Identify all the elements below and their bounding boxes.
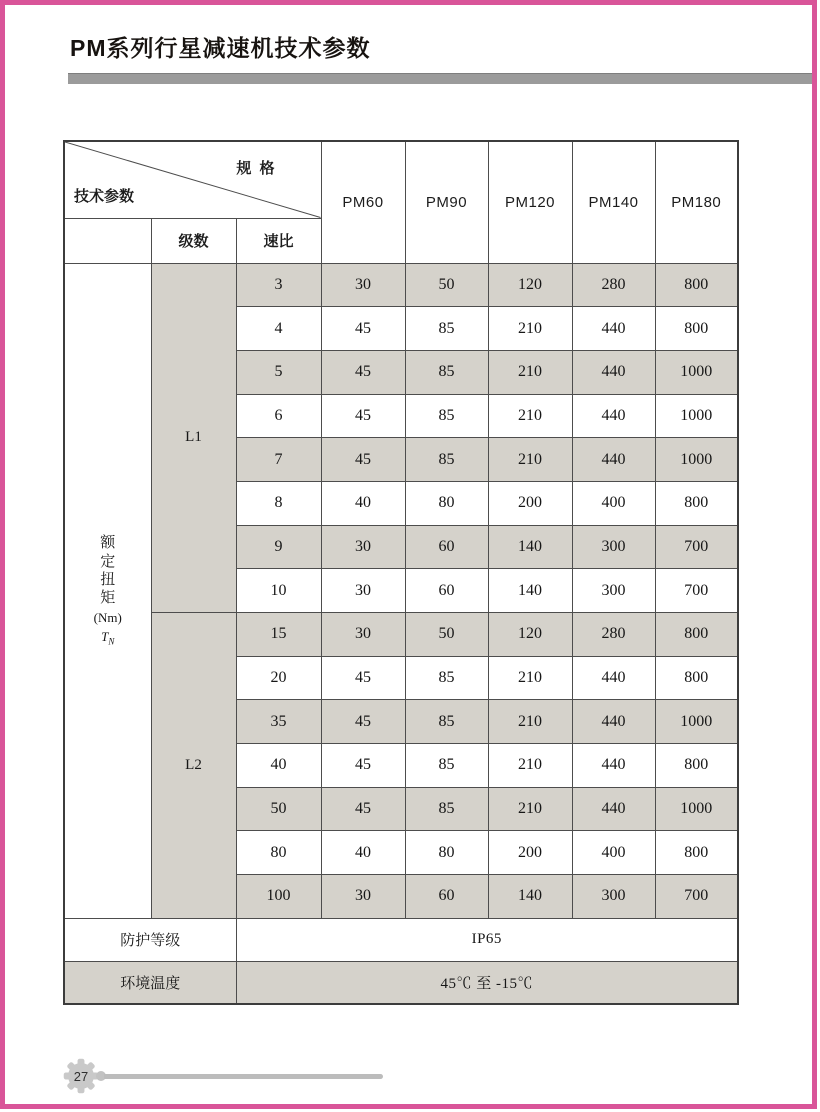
value-cell: 60 — [405, 525, 488, 569]
ratio-cell: 10 — [236, 569, 321, 613]
column-header-pm90: PM90 — [405, 141, 488, 263]
empty-header-cell — [64, 218, 151, 263]
value-cell: 120 — [488, 613, 572, 657]
value-cell: 85 — [405, 744, 488, 788]
value-cell: 210 — [488, 787, 572, 831]
column-header-pm60: PM60 — [321, 141, 405, 263]
value-cell: 30 — [321, 263, 405, 307]
value-cell: 800 — [655, 613, 738, 657]
value-cell: 85 — [405, 656, 488, 700]
ratio-cell: 7 — [236, 438, 321, 482]
value-cell: 120 — [488, 263, 572, 307]
ratio-cell: 4 — [236, 307, 321, 351]
value-cell: 800 — [655, 481, 738, 525]
diagonal-header-cell — [64, 141, 321, 218]
value-cell: 40 — [321, 481, 405, 525]
value-cell: 45 — [321, 394, 405, 438]
value-cell: 210 — [488, 744, 572, 788]
value-cell: 45 — [321, 438, 405, 482]
value-cell: 1000 — [655, 787, 738, 831]
value-cell: 210 — [488, 307, 572, 351]
ratio-cell: 40 — [236, 744, 321, 788]
value-cell: 210 — [488, 394, 572, 438]
value-cell: 140 — [488, 569, 572, 613]
page-title: PM系列行星减速机技术参数 — [70, 35, 371, 61]
ratio-cell: 8 — [236, 481, 321, 525]
page-number: 27 — [73, 1068, 89, 1084]
value-cell: 440 — [572, 394, 655, 438]
ratio-cell: 6 — [236, 394, 321, 438]
torque-unit: (Nm) — [93, 610, 122, 626]
value-cell: 45 — [321, 307, 405, 351]
value-cell: 80 — [405, 481, 488, 525]
column-header-pm180: PM180 — [655, 141, 738, 263]
table-row — [64, 613, 738, 657]
ratio-header-cell: 速比 — [236, 218, 321, 263]
value-cell: 80 — [405, 831, 488, 875]
ratio-cell: 35 — [236, 700, 321, 744]
value-cell: 300 — [572, 525, 655, 569]
value-cell: 1000 — [655, 438, 738, 482]
protection-row — [64, 918, 738, 961]
title-underline-bar — [68, 73, 812, 84]
value-cell: 210 — [488, 700, 572, 744]
ratio-cell: 3 — [236, 263, 321, 307]
torque-vertical-text: 额定扭矩 — [100, 535, 116, 607]
temperature-row — [64, 961, 738, 1004]
value-cell: 45 — [321, 787, 405, 831]
value-cell: 440 — [572, 787, 655, 831]
stage-cell-l2: L2 — [151, 613, 236, 919]
spec-table — [63, 140, 739, 1005]
torque-row-header-cell — [64, 263, 151, 918]
value-cell: 85 — [405, 438, 488, 482]
value-cell: 400 — [572, 831, 655, 875]
gear-page-badge — [62, 1057, 100, 1095]
stage-cell-l1: L1 — [151, 263, 236, 613]
value-cell: 200 — [488, 481, 572, 525]
table-body — [64, 141, 738, 1004]
value-cell: 300 — [572, 875, 655, 919]
column-header-pm140: PM140 — [572, 141, 655, 263]
torque-header — [94, 534, 122, 647]
ratio-cell: 9 — [236, 525, 321, 569]
value-cell: 700 — [655, 525, 738, 569]
value-cell: 700 — [655, 875, 738, 919]
value-cell: 30 — [321, 875, 405, 919]
table-row — [64, 263, 738, 307]
value-cell: 300 — [572, 569, 655, 613]
value-cell: 45 — [321, 350, 405, 394]
value-cell: 85 — [405, 307, 488, 351]
value-cell: 50 — [405, 263, 488, 307]
header-row-1 — [64, 141, 738, 218]
value-cell: 800 — [655, 307, 738, 351]
value-cell: 85 — [405, 700, 488, 744]
value-cell: 85 — [405, 394, 488, 438]
value-cell: 210 — [488, 350, 572, 394]
footer-divider-line — [104, 1074, 383, 1079]
temperature-value-cell: 45℃ 至 -15℃ — [236, 961, 738, 1004]
value-cell: 400 — [572, 481, 655, 525]
value-cell: 280 — [572, 263, 655, 307]
value-cell: 440 — [572, 438, 655, 482]
value-cell: 45 — [321, 744, 405, 788]
value-cell: 210 — [488, 656, 572, 700]
value-cell: 60 — [405, 875, 488, 919]
value-cell: 800 — [655, 744, 738, 788]
spec-corner-label: 规 格 — [236, 160, 277, 177]
ratio-cell: 5 — [236, 350, 321, 394]
value-cell: 440 — [572, 307, 655, 351]
value-cell: 440 — [572, 700, 655, 744]
value-cell: 440 — [572, 656, 655, 700]
value-cell: 800 — [655, 656, 738, 700]
ratio-cell: 100 — [236, 875, 321, 919]
value-cell: 30 — [321, 569, 405, 613]
value-cell: 50 — [405, 613, 488, 657]
value-cell: 60 — [405, 569, 488, 613]
value-cell: 1000 — [655, 700, 738, 744]
column-header-pm120: PM120 — [488, 141, 572, 263]
params-corner-label: 技术参数 — [74, 187, 135, 205]
value-cell: 200 — [488, 831, 572, 875]
value-cell: 30 — [321, 525, 405, 569]
value-cell: 210 — [488, 438, 572, 482]
value-cell: 1000 — [655, 394, 738, 438]
torque-symbol: $T_N$ — [101, 629, 115, 648]
value-cell: 800 — [655, 831, 738, 875]
value-cell: 700 — [655, 569, 738, 613]
value-cell: 40 — [321, 831, 405, 875]
value-cell: 85 — [405, 350, 488, 394]
ratio-cell: 15 — [236, 613, 321, 657]
value-cell: 280 — [572, 613, 655, 657]
value-cell: 45 — [321, 700, 405, 744]
temperature-label-cell: 环境温度 — [64, 961, 236, 1004]
value-cell: 1000 — [655, 350, 738, 394]
value-cell: 440 — [572, 744, 655, 788]
value-cell: 140 — [488, 875, 572, 919]
protection-value-cell: IP65 — [236, 918, 738, 961]
value-cell: 85 — [405, 787, 488, 831]
protection-label-cell: 防护等级 — [64, 918, 236, 961]
value-cell: 140 — [488, 525, 572, 569]
ratio-cell: 80 — [236, 831, 321, 875]
ratio-cell: 20 — [236, 656, 321, 700]
value-cell: 440 — [572, 350, 655, 394]
value-cell: 45 — [321, 656, 405, 700]
stage-header-cell: 级数 — [151, 218, 236, 263]
diagonal-line — [65, 142, 321, 218]
value-cell: 800 — [655, 263, 738, 307]
ratio-cell: 50 — [236, 787, 321, 831]
value-cell: 30 — [321, 613, 405, 657]
